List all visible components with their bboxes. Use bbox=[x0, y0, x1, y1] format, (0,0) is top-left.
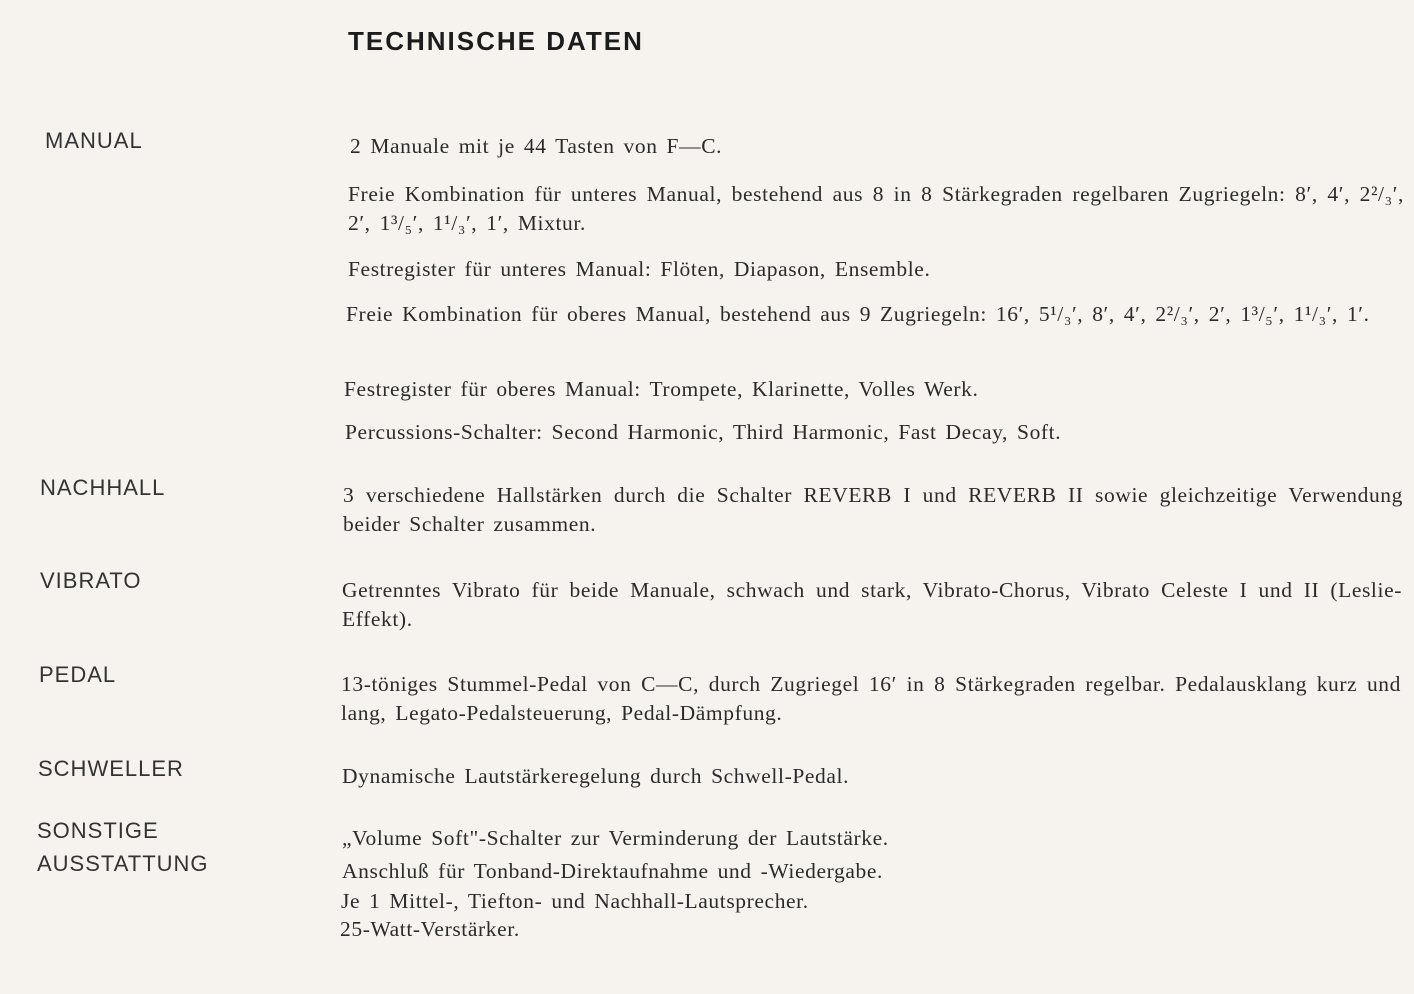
manual-upper-combination-text: Freie Kombination für oberes Manual, bestehend aus 9 Zugriegeln: 16′, 5¹/₃′, 8′, 4′, 2²/₃′, 2′, 1³/₅′, 1¹/₃′, 1′. bbox=[346, 302, 1370, 326]
page-title: TECHNISCHE DATEN bbox=[348, 26, 644, 56]
manual-upper-presets-text: Festregister für oberes Manual: Trompete, Klarinette, Volles Werk. bbox=[344, 377, 979, 401]
section-label-vibrato: VIBRATO bbox=[40, 568, 142, 593]
sonstige-speakers-text: Je 1 Mittel-, Tiefton- und Nachhall-Lautsprecher. bbox=[341, 889, 809, 913]
manual-lower-presets-text: Festregister für unteres Manual: Flöten, Diapason, Ensemble. bbox=[348, 257, 931, 281]
sonstige-volume-soft-text: „Volume Soft"-Schalter zur Verminderung der Lautstärke. bbox=[342, 826, 889, 850]
section-label-ausstattung: AUSSTATTUNG bbox=[37, 851, 209, 876]
sonstige-tape-connection-text: Anschluß für Tonband-Direktaufnahme und -Wiedergabe. bbox=[342, 859, 883, 883]
manual-lower-combination-text: Freie Kombination für unteres Manual, bestehend aus 8 in 8 Stärkegraden regelbaren Zugriegeln: 8′, 4′, 2²/₃′, 2′, 1³/₅′, 1¹/₃′, 1′, Mixtur. bbox=[348, 182, 1404, 235]
manual-keys-text: 2 Manuale mit je 44 Tasten von F—C. bbox=[350, 134, 723, 158]
section-label-manual: MANUAL bbox=[45, 128, 143, 153]
nachhall-text: 3 verschiedene Hallstärken durch die Schalter REVERB I und REVERB II sowie gleichzeitige Verwendung beider Schalter zusammen. bbox=[343, 483, 1403, 536]
section-label-pedal: PEDAL bbox=[39, 662, 117, 687]
section-label-schweller: SCHWELLER bbox=[38, 756, 184, 781]
section-label-nachhall: NACHHALL bbox=[40, 475, 166, 500]
manual-percussion-text: Percussions-Schalter: Second Harmonic, Third Harmonic, Fast Decay, Soft. bbox=[345, 420, 1062, 444]
pedal-text: 13-töniges Stummel-Pedal von C—C, durch Zugriegel 16′ in 8 Stärkegraden regelbar. Pedalausklang kurz und lang, Legato-Pedalsteuerung, Pedal-Dämpfung. bbox=[341, 672, 1401, 725]
vibrato-text: Getrenntes Vibrato für beide Manuale, schwach und stark, Vibrato-Chorus, Vibrato Celeste I und II (Leslie-Effekt). bbox=[342, 578, 1402, 631]
schweller-text: Dynamische Lautstärkeregelung durch Schwell-Pedal. bbox=[342, 764, 850, 788]
section-label-sonstige: SONSTIGE bbox=[37, 818, 159, 843]
sonstige-amplifier-text: 25-Watt-Verstärker. bbox=[340, 917, 520, 941]
